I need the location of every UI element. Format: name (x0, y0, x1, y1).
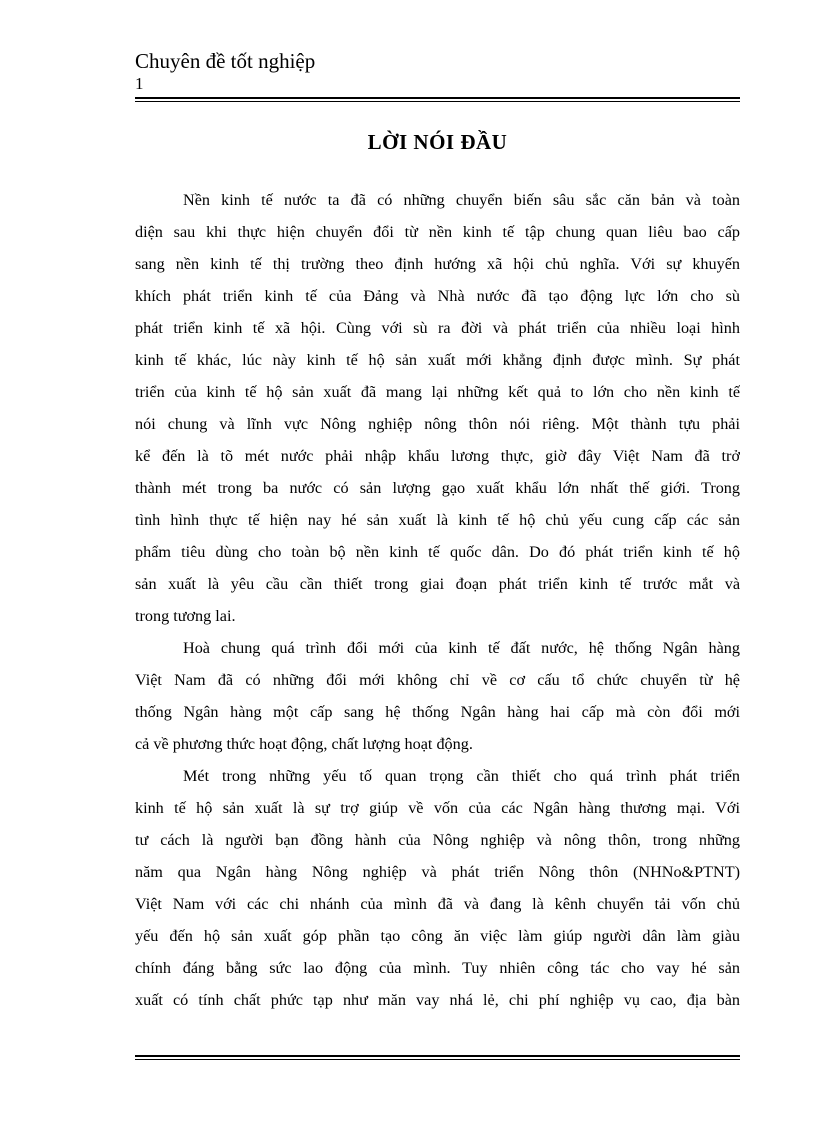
text-line: năm qua Ngân hàng Nông nghiệp và phát triển Nông thôn (NHNo&PTNT) (135, 863, 740, 881)
paragraph-3 (135, 760, 740, 1016)
text-line: phẩm tiêu dùng cho toàn bộ nền kinh tế quốc dân. Do đó phát triển kinh tế hộ (135, 543, 740, 561)
text-line: kinh tế hộ sản xuất là sự trợ giúp về vốn của các Ngân hàng thương mại. Với (135, 799, 740, 817)
text-line: cả về phương thức hoạt động, chất lượng hoạt động. (135, 735, 473, 753)
header-title: Chuyên đề tốt nghiệp (135, 49, 316, 73)
text-line: phát triển kinh tế xã hội. Cùng với sù ra đời và phát triển của nhiều loại hình (135, 319, 740, 337)
paragraph-2 (135, 632, 740, 760)
text-line: trong tương lai. (135, 607, 236, 625)
paragraph-1 (135, 184, 740, 632)
text-line: tư cách là người bạn đồng hành của Nông nghiệp và nông thôn, trong những (135, 831, 740, 849)
text-line: triển của kinh tế hộ sản xuất đã mang lại những kết quả to lớn cho nền kinh tế (135, 383, 740, 401)
text-line: tình hình thực tế hiện nay hé sản xuất là kinh tế hộ chủ yếu cung cấp các sản (135, 511, 740, 529)
text-line: kinh tế khác, lúc này kinh tế hộ sản xuất mới khẳng định được mình. Sự phát (135, 351, 740, 369)
header-divider (135, 97, 740, 102)
text-line: diện sau khi thực hiện chuyển đổi từ nền kinh tế tập chung quan liêu bao cấp (135, 223, 740, 241)
document-heading: LỜI NÓI ĐẦU (367, 130, 508, 154)
text-line: thống Ngân hàng một cấp sang hệ thống Ngân hàng hai cấp mà còn đổi mới (135, 703, 740, 721)
document-body (135, 184, 740, 1016)
text-line: khích phát triển kinh tế của Đảng và Nhà nước đã tạo động lực lớn cho sù (135, 287, 740, 305)
text-line: Nền kinh tế nước ta đã có những chuyển biến sâu sắc căn bản và toàn (183, 191, 740, 209)
text-line: thành mét trong ba nước có sản lượng gạo xuất khẩu lớn nhất thế giới. Trong (135, 479, 740, 497)
page-header (135, 48, 741, 94)
text-line: Hoà chung quá trình đổi mới của kinh tế đất nước, hệ thống Ngân hàng (183, 639, 740, 657)
text-line: kể đến là tõ mét nước phải nhập khẩu lương thực, giờ đây Việt Nam đã trở (135, 447, 740, 465)
text-line: Việt Nam với các chi nhánh của mình đã và đang là kênh chuyển tải vốn chủ (135, 895, 740, 913)
text-line: yếu đến hộ sản xuất góp phần tạo công ăn việc làm giúp người dân làm giàu (135, 927, 740, 945)
text-line: sản xuất là yêu cầu cần thiết trong giai đoạn phát triển kinh tế trước mắt và (135, 575, 740, 593)
page-number: 1 (135, 74, 144, 93)
footer-divider (135, 1055, 740, 1060)
text-line: sang nền kinh tế thị trường theo định hướng xã hội chủ nghĩa. Với sự khuyến (135, 255, 740, 273)
text-line: nói chung và lĩnh vực Nông nghiệp nông thôn nói riêng. Một thành tựu phải (135, 415, 740, 433)
text-line: xuất có tính chất phức tạp như măn vay nhá lẻ, chi phí nghiệp vụ cao, địa bàn (135, 991, 740, 1009)
text-line: Việt Nam đã có những đổi mới không chỉ về cơ cấu tổ chức chuyển từ hệ (135, 671, 740, 689)
text-line: chính đáng bằng sức lao động của mình. Tuy nhiên công tác cho vay hé sản (135, 959, 740, 977)
text-line: Mét trong những yếu tố quan trọng cần thiết cho quá trình phát triển (183, 767, 740, 785)
